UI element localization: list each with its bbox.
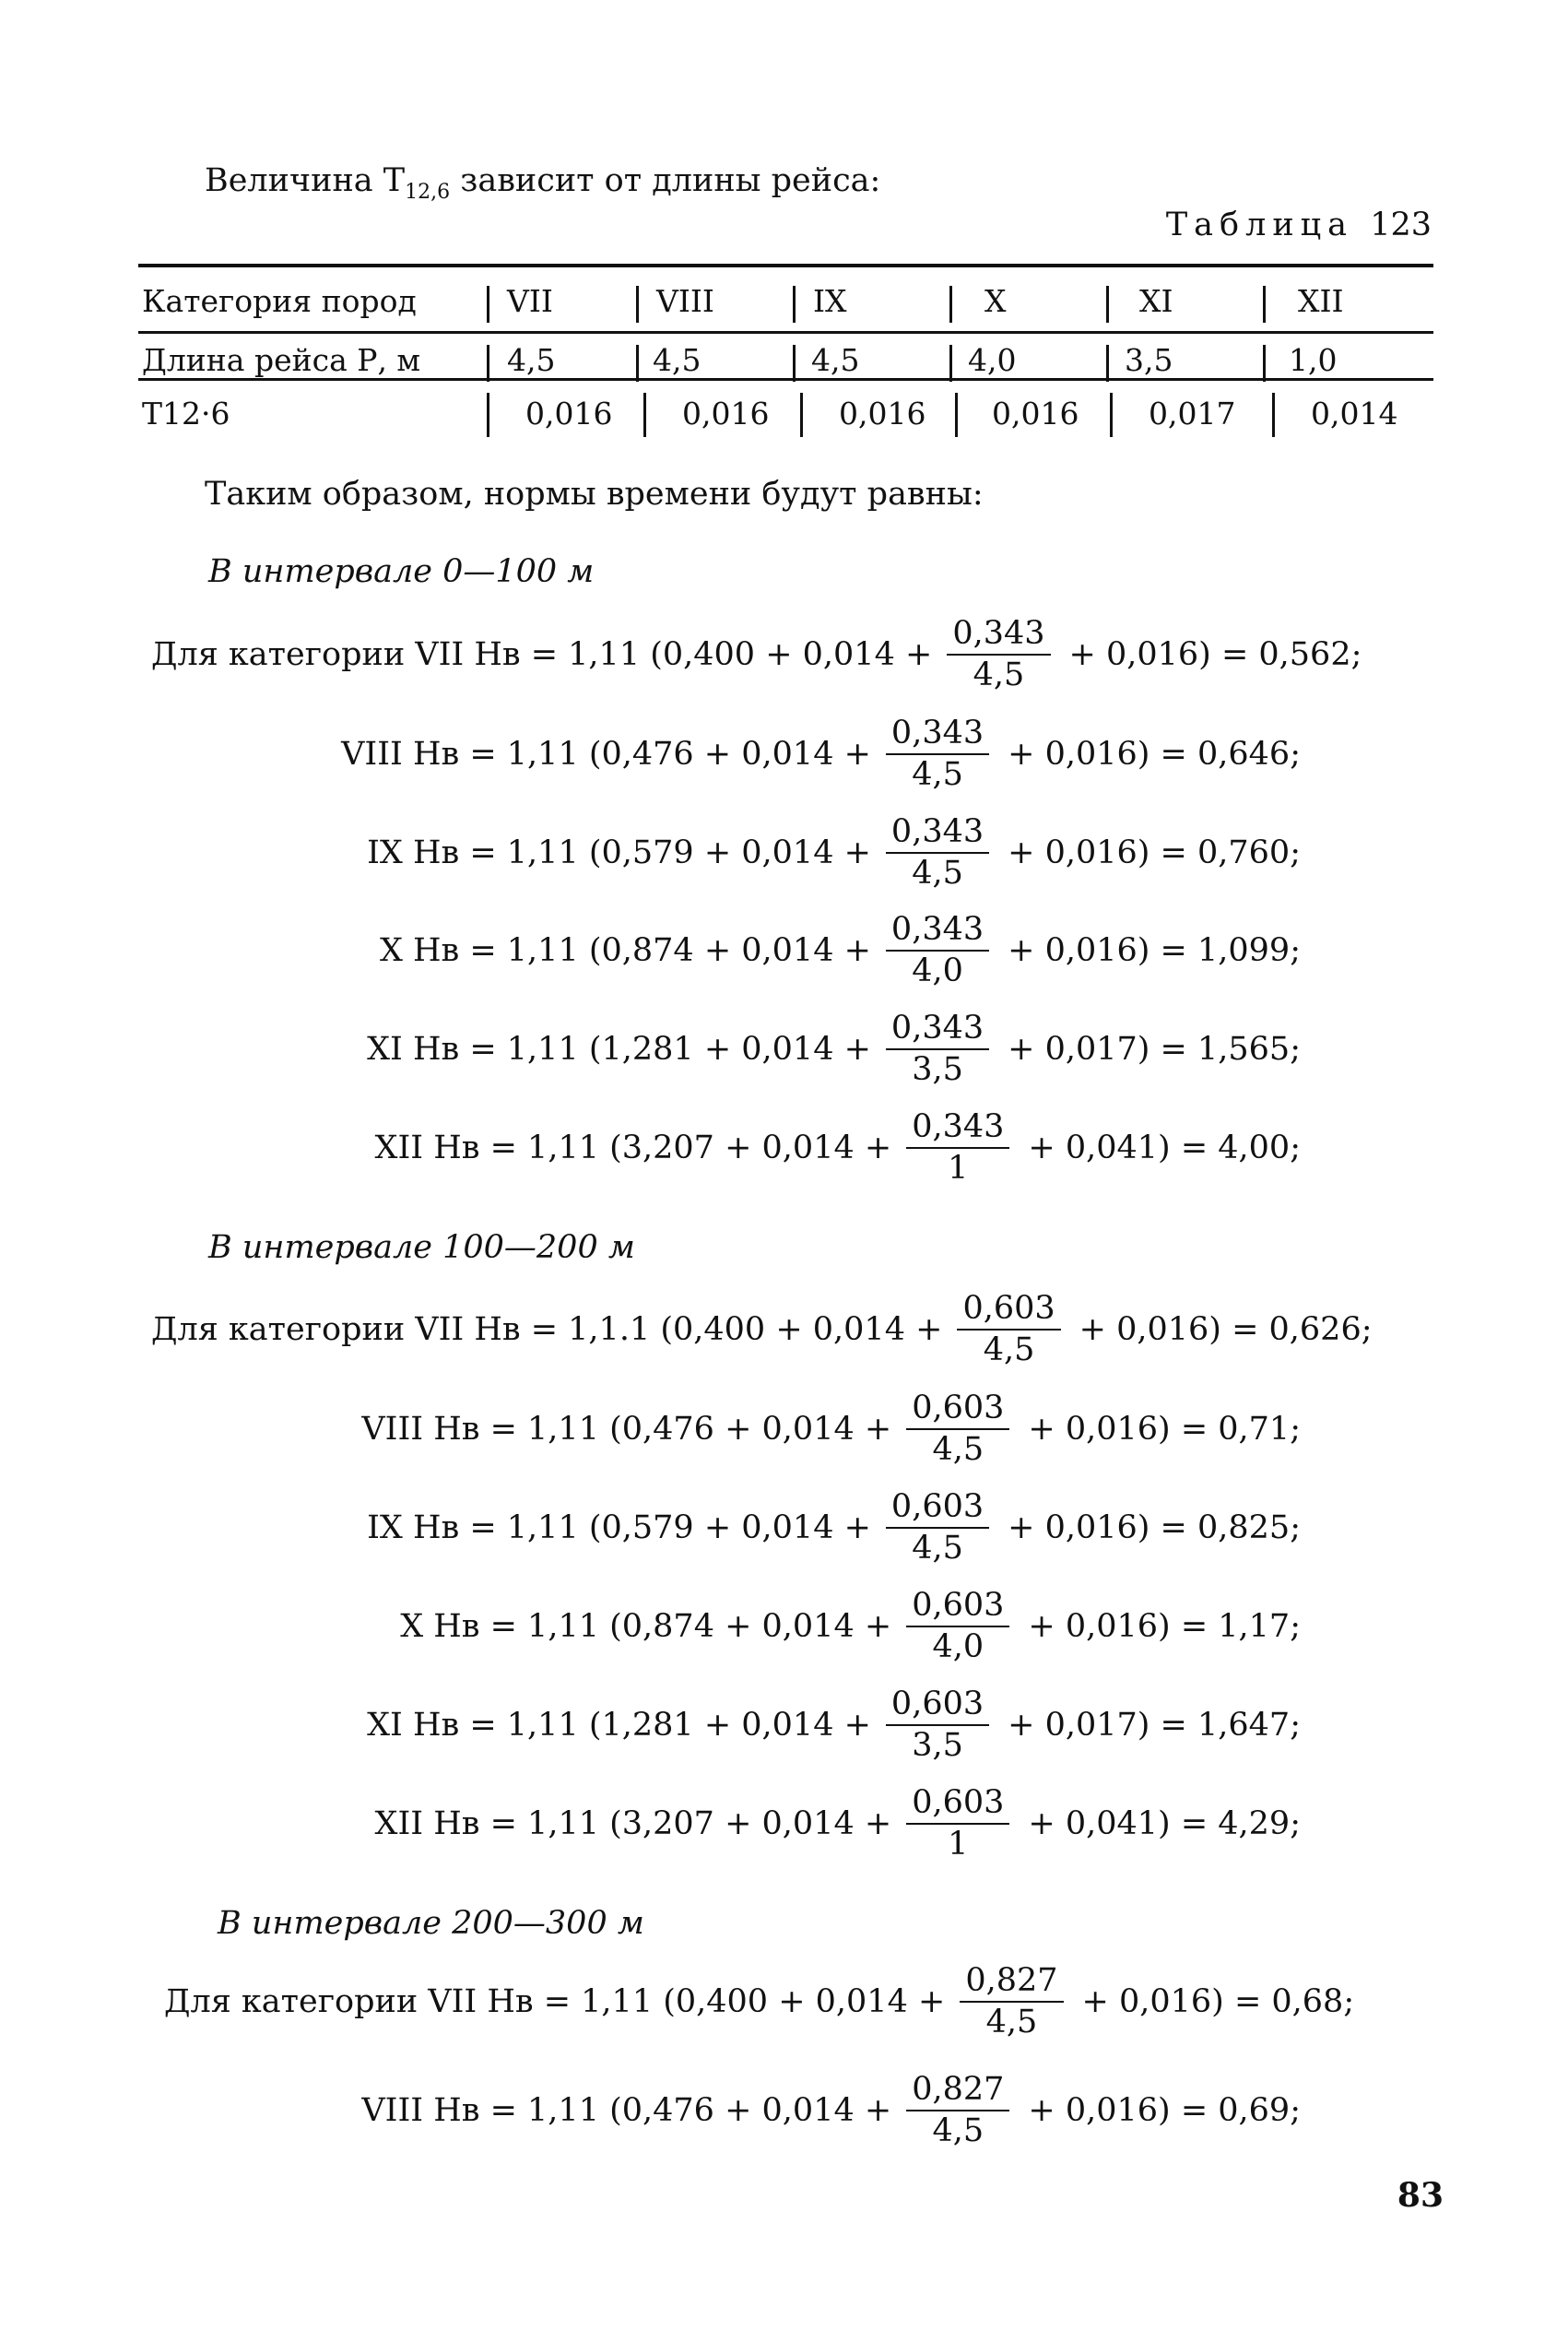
table-row: [138, 391, 1433, 437]
intro-line: [205, 162, 880, 204]
fraction-numerator: 0,827: [960, 1964, 1063, 2003]
fraction: [947, 617, 1050, 692]
formula-prefix: VIII Нв = 1,11 (0,476 + 0,014 +: [361, 2092, 892, 2129]
formula-row: [151, 1288, 1373, 1371]
table-divider: [793, 345, 796, 382]
formula-row: [151, 613, 1362, 696]
table-divider: [1263, 286, 1266, 323]
formula-suffix: + 0,016) = 0,68;: [1081, 1983, 1355, 2020]
fraction-numerator: 0,603: [957, 1292, 1060, 1331]
table-header-cell: XII: [1298, 283, 1344, 319]
fraction-numerator: 0,603: [886, 1687, 989, 1726]
table-divider: [800, 393, 803, 437]
formula-prefix: X Нв = 1,11 (0,874 + 0,014 +: [400, 1608, 892, 1645]
fraction-denominator: 4,5: [932, 1431, 984, 1468]
page-number: 83: [1397, 2176, 1444, 2215]
table-cell: 3,5: [1125, 342, 1173, 378]
formula-prefix: XII Нв = 1,11 (3,207 + 0,014 +: [374, 1130, 892, 1166]
formula-row: [361, 2069, 1301, 2152]
fraction-denominator: 1: [948, 1826, 969, 1863]
table-header-cell: VII: [507, 283, 553, 319]
intro-subscript: 12,6: [405, 181, 451, 204]
table-divider: [643, 393, 646, 437]
fraction-denominator: 4,0: [932, 1628, 984, 1665]
formula-row: [361, 1388, 1301, 1471]
intro-text-rest: зависит от длины рейса:: [450, 162, 881, 199]
fraction-denominator: 1: [948, 1150, 969, 1187]
formula-row: [375, 1782, 1301, 1865]
fraction-numerator: 0,603: [906, 1589, 1009, 1627]
table-label-word: Таблица: [1165, 207, 1354, 243]
table-cell: 4,0: [968, 342, 1017, 378]
formula-prefix: X Нв = 1,11 (0,874 + 0,014 +: [379, 932, 871, 969]
table-divider: [636, 286, 639, 323]
table-divider: [487, 345, 489, 382]
fraction-denominator: 4,5: [912, 1530, 963, 1567]
formula-suffix: + 0,017) = 1,565;: [1008, 1031, 1301, 1068]
fraction-denominator: 3,5: [912, 1051, 963, 1088]
fraction-numerator: 0,603: [886, 1490, 989, 1529]
formula-suffix: + 0,017) = 1,647;: [1008, 1707, 1301, 1744]
fraction-numerator: 0,603: [906, 1391, 1009, 1430]
table-divider: [949, 286, 952, 323]
fraction-numerator: 0,343: [886, 815, 989, 854]
fraction-denominator: 4,5: [985, 2004, 1038, 2040]
table-rule-1: [138, 331, 1433, 334]
table-cell: 4,5: [507, 342, 556, 378]
formula-suffix: + 0,041) = 4,29;: [1028, 1805, 1301, 1842]
summary-line: Таким образом, нормы времени будут равны:: [205, 476, 984, 513]
formula-suffix: + 0,016) = 1,099;: [1008, 932, 1301, 969]
formula-suffix: + 0,016) = 0,562;: [1068, 636, 1362, 673]
formula-row: [367, 1008, 1301, 1091]
table-cell: 0,016: [682, 396, 770, 432]
table-divider: [955, 393, 958, 437]
table-divider: [1106, 345, 1109, 382]
table-divider: [1110, 393, 1113, 437]
table-header-cell: X: [984, 283, 1007, 319]
fraction-denominator: 4,0: [912, 952, 963, 989]
table-label-number: 123: [1370, 207, 1432, 243]
table-divider: [793, 286, 796, 323]
fraction-numerator: 0,343: [886, 716, 989, 755]
section-title: В интервале 0—100 м: [208, 553, 595, 590]
intro-text: Величина Т: [205, 162, 406, 199]
table-divider: [1263, 345, 1266, 382]
formula-row: [367, 811, 1301, 894]
table-header-cell: VIII: [656, 283, 714, 319]
formula-row: [164, 1960, 1354, 2043]
table-label: [1166, 207, 1432, 243]
table-cell: 1,0: [1289, 342, 1338, 378]
table-divider: [636, 345, 639, 382]
table-cell: 4,5: [811, 342, 860, 378]
fraction: [886, 1490, 989, 1566]
fraction-denominator: 4,5: [912, 855, 963, 892]
section-title: В интервале 200—300 м: [218, 1905, 644, 1942]
table-cell: 0,017: [1149, 396, 1236, 432]
table-cell: 4,5: [653, 342, 701, 378]
formula-prefix: VIII Нв = 1,11 (0,476 + 0,014 +: [341, 736, 871, 773]
fraction: [886, 1687, 989, 1763]
fraction: [957, 1292, 1060, 1367]
fraction-numerator: 0,343: [947, 617, 1050, 656]
table-divider: [1106, 286, 1109, 323]
table-row-label: Т12·6: [142, 396, 230, 432]
formula-row: [380, 909, 1301, 992]
formula-prefix: XI Нв = 1,11 (1,281 + 0,014 +: [367, 1707, 871, 1744]
formula-row: [367, 1486, 1301, 1569]
fraction-denominator: 4,5: [983, 1331, 1035, 1368]
formula-prefix: Для категории VII Нв = 1,1.1 (0,400 + 0,014 +: [151, 1311, 943, 1348]
fraction: [906, 1589, 1009, 1664]
fraction: [886, 1011, 989, 1087]
fraction-numerator: 0,343: [886, 1011, 989, 1050]
fraction: [960, 1964, 1063, 2040]
formula-prefix: Для категории VII Нв = 1,11 (0,400 + 0,014 +: [164, 1983, 946, 2020]
table-divider: [1272, 393, 1275, 437]
fraction-denominator: 4,5: [973, 656, 1025, 693]
formula-row: [341, 713, 1301, 796]
table-header-cell: XI: [1139, 283, 1173, 319]
fraction-denominator: 3,5: [912, 1727, 963, 1764]
fraction-denominator: 4,5: [932, 2112, 984, 2149]
formula-suffix: + 0,016) = 0,760;: [1008, 834, 1301, 871]
table-divider: [487, 393, 489, 437]
fraction: [906, 1786, 1009, 1862]
formula-suffix: + 0,016) = 0,825;: [1008, 1509, 1301, 1546]
table-divider: [949, 345, 952, 382]
table-cell: 0,016: [525, 396, 613, 432]
formula-prefix: IX Нв = 1,11 (0,579 + 0,014 +: [367, 834, 871, 871]
fraction-numerator: 0,343: [906, 1110, 1009, 1149]
table-cell: 0,016: [992, 396, 1079, 432]
fraction-denominator: 4,5: [912, 756, 963, 793]
formula-suffix: + 0,016) = 1,17;: [1028, 1608, 1301, 1645]
fraction: [886, 815, 989, 891]
formula-row: [400, 1585, 1301, 1668]
fraction: [906, 1391, 1009, 1467]
fraction: [906, 1110, 1009, 1186]
formula-row: [367, 1684, 1301, 1767]
table-rule-top: [138, 264, 1433, 267]
formula-prefix: XI Нв = 1,11 (1,281 + 0,014 +: [367, 1031, 871, 1068]
formula-prefix: XII Нв = 1,11 (3,207 + 0,014 +: [374, 1805, 892, 1842]
table-divider: [487, 286, 489, 323]
fraction: [886, 913, 989, 988]
fraction-numerator: 0,603: [906, 1786, 1009, 1825]
fraction-numerator: 0,827: [906, 2073, 1009, 2111]
formula-suffix: + 0,016) = 0,69;: [1028, 2092, 1301, 2129]
table-header-label: Категория пород: [142, 283, 417, 319]
fraction: [886, 716, 989, 792]
table-row: [138, 337, 1433, 384]
formula-prefix: IX Нв = 1,11 (0,579 + 0,014 +: [367, 1509, 871, 1546]
table-header-cell: IX: [813, 283, 847, 319]
table-cell: 0,016: [839, 396, 926, 432]
table-header-row: [138, 278, 1433, 325]
table-row-label: Длина рейса Р, м: [142, 342, 421, 378]
formula-prefix: Для категории VII Нв = 1,11 (0,400 + 0,014 +: [151, 636, 933, 673]
table-cell: 0,014: [1311, 396, 1398, 432]
formula-suffix: + 0,016) = 0,646;: [1008, 736, 1301, 773]
formula-suffix: + 0,016) = 0,71;: [1028, 1411, 1301, 1448]
fraction-numerator: 0,343: [886, 913, 989, 952]
formula-suffix: + 0,041) = 4,00;: [1028, 1130, 1301, 1166]
formula-suffix: + 0,016) = 0,626;: [1079, 1311, 1373, 1348]
section-title: В интервале 100—200 м: [208, 1229, 635, 1266]
formula-row: [375, 1106, 1301, 1189]
fraction: [906, 2073, 1009, 2148]
formula-prefix: VIII Нв = 1,11 (0,476 + 0,014 +: [361, 1411, 892, 1448]
